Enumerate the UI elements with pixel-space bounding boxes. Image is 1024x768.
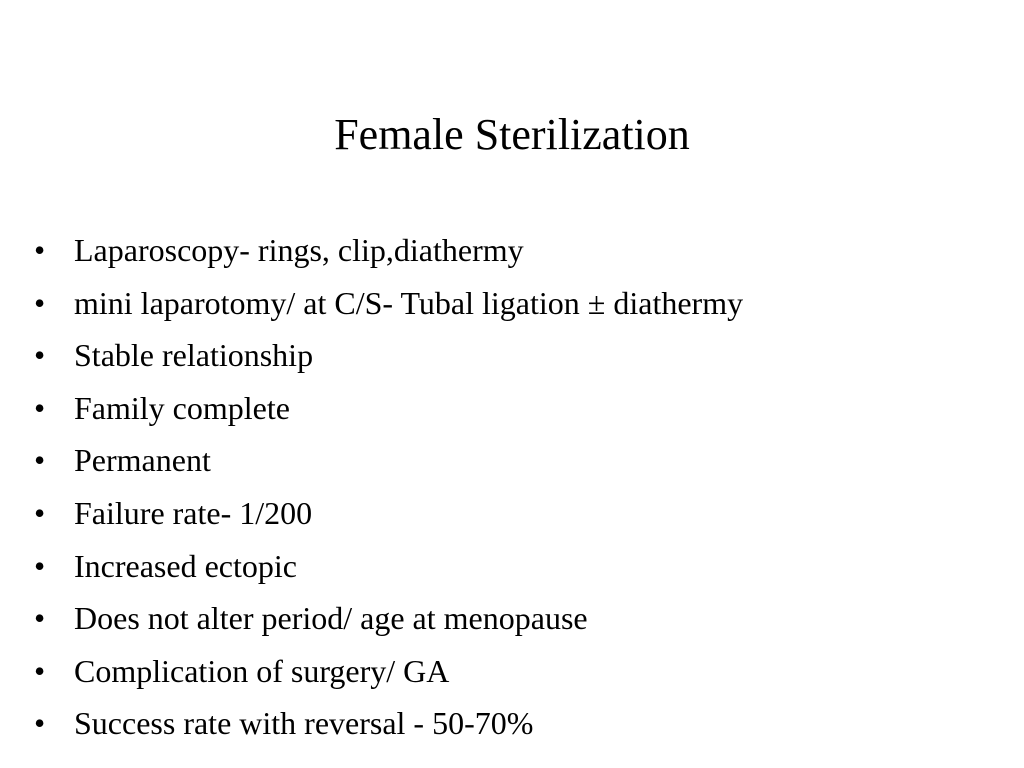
bullet-icon: • — [34, 337, 46, 374]
bullet-item — [34, 697, 743, 750]
slide-title: Female Sterilization — [334, 110, 690, 159]
bullet-text: Failure rate- 1/200 — [74, 494, 313, 531]
bullet-text: Laparoscopy- rings, clip,diathermy — [74, 232, 524, 268]
bullet-item — [34, 540, 743, 593]
bullet-icon: • — [34, 547, 46, 584]
bullet-icon: • — [34, 389, 46, 426]
bullet-item — [34, 434, 743, 487]
bullet-icon: • — [34, 442, 46, 479]
bullet-text: Complication of surgery/ GA — [74, 652, 450, 689]
bullet-item — [34, 277, 743, 330]
bullet-item — [34, 487, 743, 540]
bullet-icon: • — [34, 494, 46, 531]
bullet-icon: • — [34, 232, 46, 268]
bullet-text: mini laparotomy/ at C/S- Tubal ligation ± diathermy — [74, 284, 744, 321]
bullet-text: Success rate with reversal - 50-70% — [74, 705, 534, 742]
bullet-text: Stable relationship — [74, 337, 314, 374]
bullet-list — [34, 224, 743, 750]
bullet-text: Increased ectopic — [74, 547, 297, 584]
bullet-item — [34, 329, 743, 382]
bullet-text: Family complete — [74, 389, 290, 426]
bullet-icon: • — [34, 284, 46, 321]
bullet-item — [34, 382, 743, 435]
bullet-item — [34, 592, 743, 645]
bullet-text: Permanent — [74, 442, 211, 479]
bullet-item — [34, 645, 743, 698]
bullet-icon: • — [34, 705, 46, 742]
bullet-icon: • — [34, 652, 46, 689]
bullet-text: Does not alter period/ age at menopause — [74, 600, 588, 637]
bullet-icon: • — [34, 600, 46, 637]
bullet-item — [34, 224, 743, 277]
